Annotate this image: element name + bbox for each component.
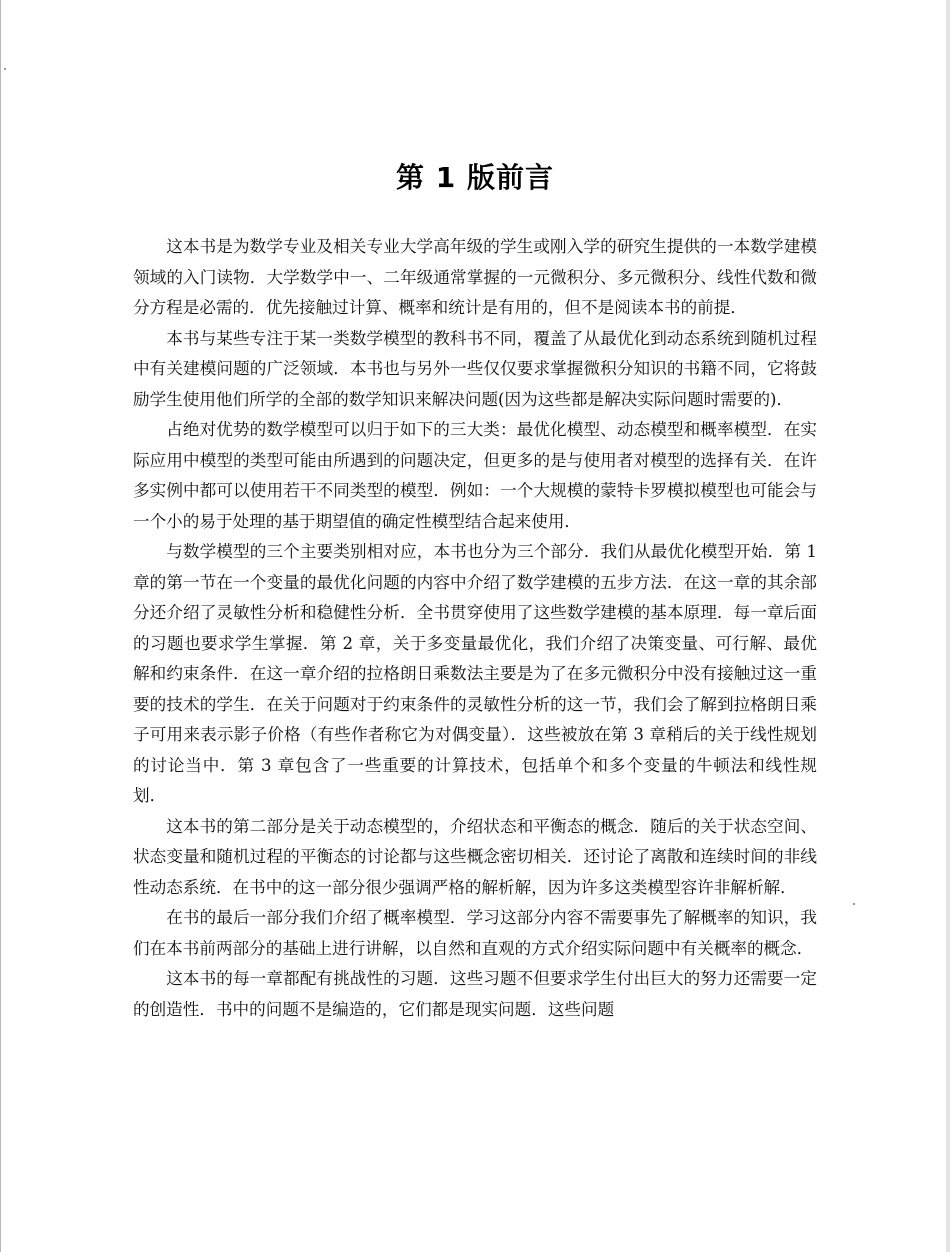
scan-speck	[4, 68, 6, 70]
paragraph-part-one: 与数学模型的三个主要类别相对应，本书也分为三个部分．我们从最优化模型开始．第 1 章的第一节在一个变量的最优化问题的内容中介绍了数学建模的五步方法．在这一章的其余部分还介绍了灵敏性分析和稳健性分析．全书贯穿使用了这些数学建模的基本原理．每一章后面的习题也要求学生掌握．第 2 章，关于多变量最优化，我们介绍了决策变量、可行解、最优解和约束条件．在这一章介绍的拉格朗日乘数法主要是为了在多元微积分中没有接触过这一重要的技术的学生．在关于问题对于约束条件的灵敏性分析的这一节，我们会了解到拉格朗日乘子可用来表示影子价格（有些作者称它为对偶变量）．这些被放在第 3 章稍后的关于线性规划的讨论当中．第 3 章包含了一些重要的计算技术，包括单个和多个变量的牛顿法和线性规划．	[133, 542, 817, 805]
paragraph-exercises: 这本书的每一章都配有挑战性的习题．这些习题不但要求学生付出巨大的努力还需要一定的创造性．书中的问题不是编造的，它们都是现实问题．这些问题	[133, 969, 817, 1019]
paragraph-scope: 本书与某些专注于某一类数学模型的教科书不同，覆盖了从最优化到动态系统到随机过程中有关建模问题的广泛领域．本书也与另外一些仅仅要求掌握微积分知识的书籍不同，它将鼓励学生使用他们所学的全部的数学知识来解决问题(因为这些都是解决实际问题时需要的)．	[133, 328, 817, 409]
paragraph-part-two: 这本书的第二部分是关于动态模型的，介绍状态和平衡态的概念．随后的关于状态空间、状态变量和随机过程的平衡态的讨论都与这些概念密切相关．还讨论了离散和连续时间的非线性动态系统．在书中的这一部分很少强调严格的解析解，因为许多这类模型容许非解析解．	[133, 816, 817, 897]
scan-speck	[853, 903, 855, 905]
paragraph-part-three: 在书的最后一部分我们介绍了概率模型．学习这部分内容不需要事先了解概率的知识，我们在本书前两部分的基础上进行讲解，以自然和直观的方式介绍实际问题中有关概率的概念．	[133, 908, 817, 958]
paragraph-model-types: 占绝对优势的数学模型可以归于如下的三大类：最优化模型、动态模型和概率模型．在实际应用中模型的类型可能由所遇到的问题决定，但更多的是与使用者对模型的选择有关．在许多实例中都可以使用若干不同类型的模型．例如：一个大规模的蒙特卡罗模拟模型也可能会与一个小的易于处理的基于期望值的确定性模型结合起来使用．	[133, 420, 817, 531]
page-title: 第 1 版前言	[396, 161, 554, 194]
body-text	[133, 232, 817, 1025]
paragraph-intro: 这本书是为数学专业及相关专业大学高年级的学生或刚入学的研究生提供的一本数学建模领域的入门读物．大学数学中一、二年级通常掌握的一元微积分、多元微积分、线性代数和微分方程是必需的．优先接触过计算、概率和统计是有用的，但不是阅读本书的前提．	[133, 237, 817, 317]
